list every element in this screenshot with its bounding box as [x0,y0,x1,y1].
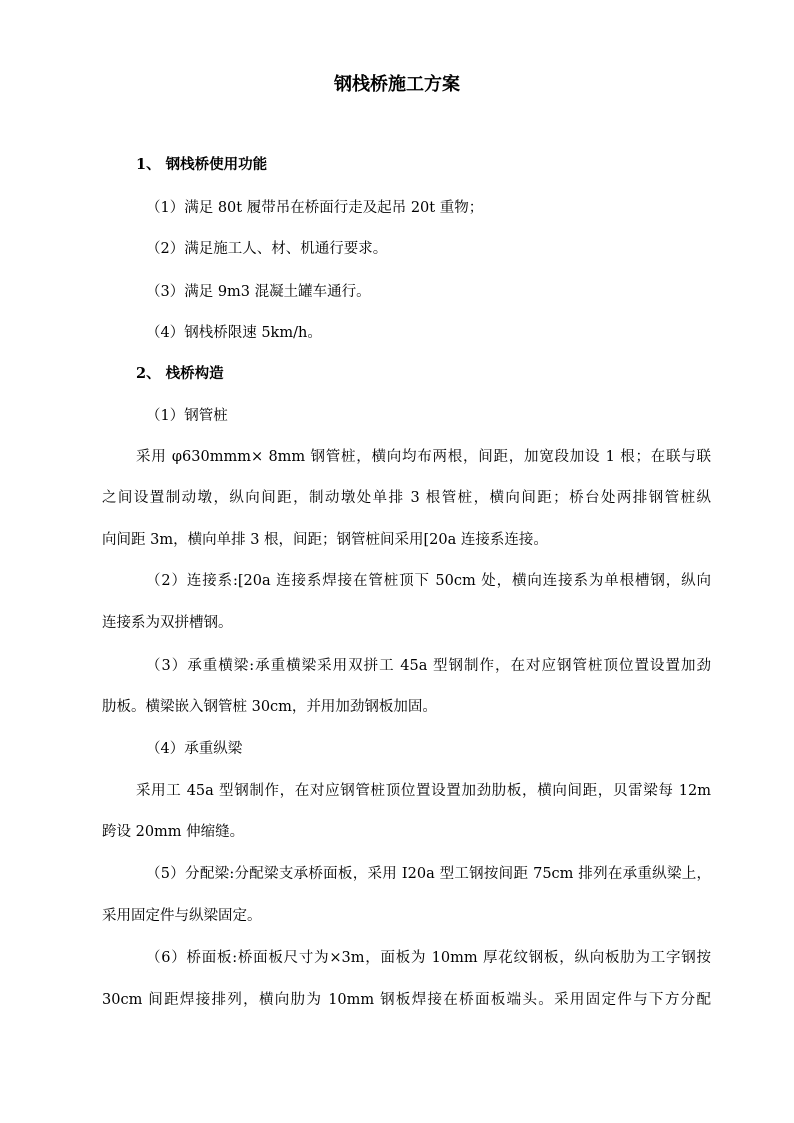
list-item: （4）钢栈桥限速 5km/h。 [146,325,322,341]
paragraph-line: （6）桥面板:桥面板尺寸为×3m，面板为 10mm 厚花纹钢板，纵向板肋为工字钢按 [146,950,711,966]
paragraph-line: 采用 φ630mmm× 8mm 钢管桩，横向均布两根，间距，加宽段加设 1 根；在联与联 [136,449,711,465]
paragraph-line: 之间设置制动墩，纵向间距，制动墩处单排 3 根管桩，横向间距；桥台处两排钢管桩纵 [102,490,711,506]
paragraph-line: （5）分配梁:分配梁支承桥面板，采用 I20a 型工钢按间距 75cm 排列在承重纵梁上， [146,866,711,882]
paragraph-line: 向间距 3m，横向单排 3 根，间距；钢管桩间采用[20a 连接系连接。 [102,532,548,548]
list-item: （3）满足 9m3 混凝土罐车通行。 [146,284,371,300]
list-item: （1）满足 80t 履带吊在桥面行走及起吊 20t 重物； [146,200,484,216]
paragraph-line: 连接系为双拼槽钢。 [102,615,233,631]
subheading: （4）承重纵梁 [146,741,243,757]
paragraph-line: 采用固定件与纵梁固定。 [102,908,262,924]
paragraph-line: 肋板。横梁嵌入钢管桩 30cm，并用加劲钢板加固。 [102,699,437,715]
paragraph-line: （3）承重横梁:承重横梁采用双拼工 45a 型钢制作，在对应钢管桩顶位置设置加劲 [146,658,711,674]
paragraph-line: 跨设 20mm 伸缩缝。 [102,824,245,840]
paragraph-line: 采用工 45a 型钢制作，在对应钢管桩顶位置设置加劲肋板，横向间距，贝雷梁每 12m [136,783,711,799]
paragraph-line: 30cm 间距焊接排列，横向肋为 10mm 钢板焊接在桥面板端头。采用固定件与下方分配 [102,992,711,1008]
subheading: （1）钢管桩 [146,408,228,424]
page-title: 钢栈桥施工方案 [334,74,460,95]
section-heading-2: 2、 栈桥构造 [136,365,224,382]
section-heading-1: 1、 钢栈桥使用功能 [136,156,268,173]
list-item: （2）满足施工人、材、机通行要求。 [146,241,388,257]
paragraph-line: （2）连接系:[20a 连接系焊接在管桩顶下 50cm 处，横向连接系为单根槽钢，纵向 [146,573,711,589]
